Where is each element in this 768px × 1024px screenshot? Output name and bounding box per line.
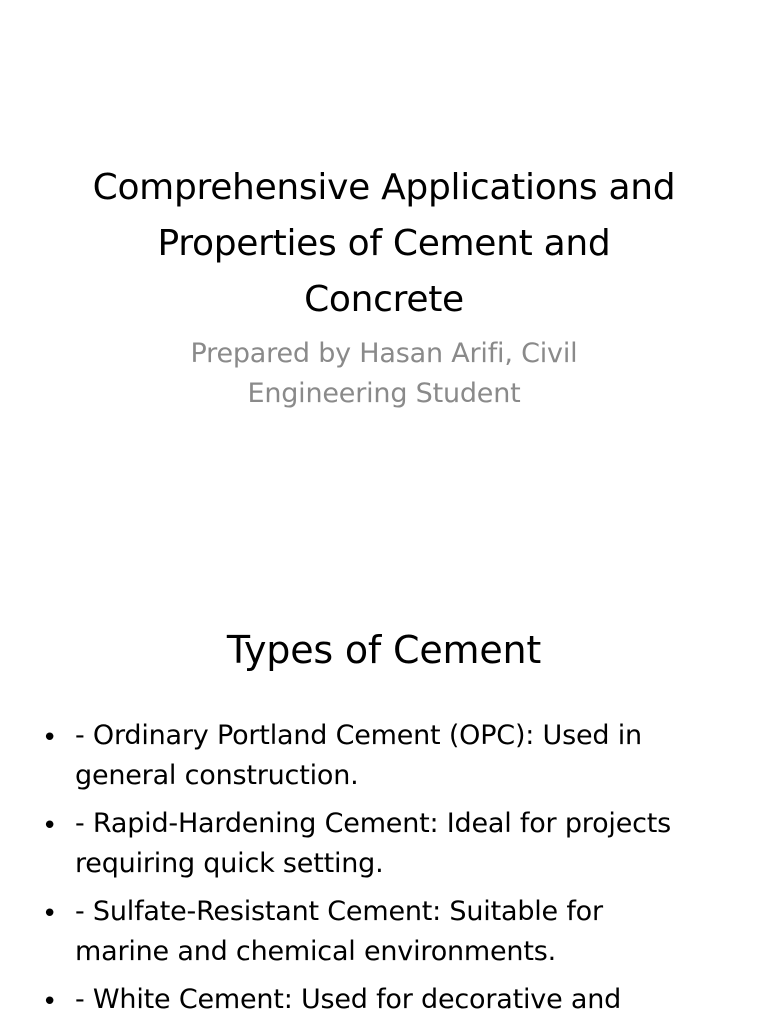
slide-title [60, 160, 708, 328]
slide-heading: Types of Cement [226, 628, 542, 672]
bullet-text-line: - Ordinary Portland Cement (OPC): Used in [75, 720, 642, 751]
bullet-icon: • [42, 723, 58, 753]
bullet-text-line: - Sulfate-Resistant Cement: Suitable for [75, 896, 603, 927]
bullet-item [40, 980, 720, 1020]
bullet-item [40, 892, 720, 972]
bullet-item [40, 804, 720, 884]
title-line: Concrete [304, 279, 464, 320]
bullet-text-line: - Rapid-Hardening Cement: Ideal for projects [75, 808, 672, 839]
bullet-text-line: general construction. [75, 760, 359, 791]
bullet-icon: • [42, 899, 58, 929]
bullet-icon: • [42, 987, 58, 1017]
subtitle-line: Engineering Student [247, 378, 521, 409]
title-line: Properties of Cement and [157, 223, 611, 264]
bullet-item [40, 716, 720, 796]
bullet-text-line: - White Cement: Used for decorative and [75, 984, 622, 1015]
slide-subtitle [60, 334, 708, 414]
bullet-icon: • [42, 811, 58, 841]
bullet-text-line: marine and chemical environments. [75, 936, 556, 967]
subtitle-line: Prepared by Hasan Arifi, Civil [190, 338, 578, 369]
title-line: Comprehensive Applications and [92, 167, 676, 208]
bullet-list [40, 716, 720, 1024]
bullet-text-line: requiring quick setting. [75, 848, 384, 879]
content-slide [0, 576, 768, 1024]
